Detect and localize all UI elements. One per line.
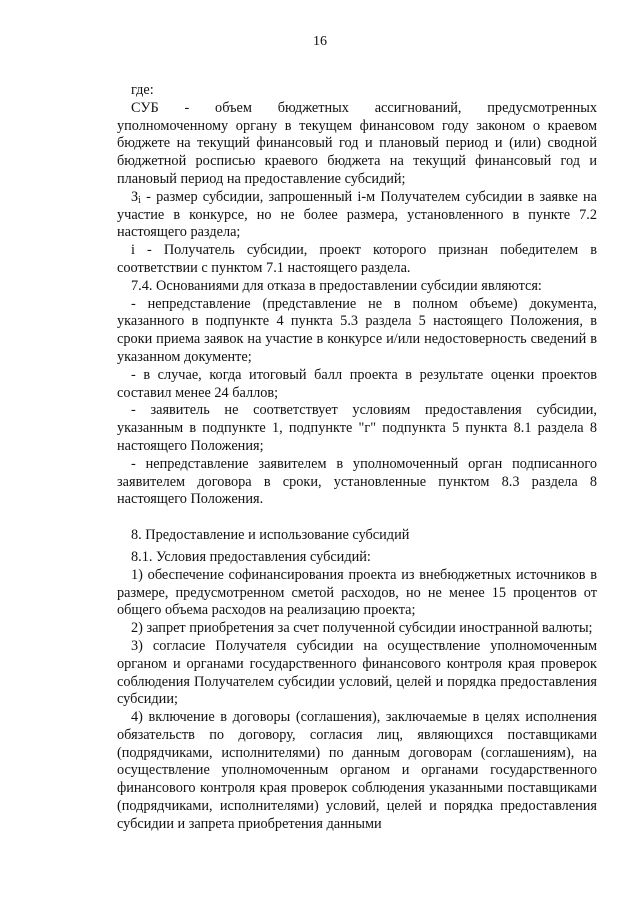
refusal-item-2: - в случае, когда итоговый балл проекта в результате оценки проектов составил менее 24 баллов; — [117, 366, 597, 401]
document-body — [117, 82, 597, 834]
paragraph-i-definition: i - Получатель субсидии, проект которого признан победителем в соответствии с пунктом 7.1 настоящего раздела. — [117, 242, 597, 276]
refusal-item-1: - непредставление (представление не в полном объеме) документа, указанного в подпункте 4 пункта 5.3 раздела 5 настоящего Положения, в сроки приема заявок на участие в конкурсе и/или недостоверность сведений в указанном документе; — [117, 295, 597, 365]
zi-symbol: З — [131, 188, 139, 205]
paragraph-sub-definition: СУБ - объем бюджетных ассигнований, предусмотренных уполномоченному органу в текущем финансовом году законом о краевом бюджете на текущий финансовый год и плановый период и (или) сводной бюджетной росписью краевого бюджета на текущий финансовый год и плановый период на предоставление субсидий; — [117, 99, 597, 187]
condition-item-2: 2) запрет приобретения за счет полученной субсидии иностранной валюты; — [131, 620, 593, 637]
condition-item-1: 1) обеспечение софинансирования проекта из внебюджетных источников в размере, предусмотренном сметой расходов, но не менее 15 процентов от общего объема расходов на реализацию проекта; — [117, 566, 597, 619]
refusal-item-3: - заявитель не соответствует условиям предоставления субсидии, указанным в подпункте 1, подпункте "г" подпункта 5 пункта 8.1 раздела 8 настоящего Положения; — [117, 402, 597, 454]
paragraph-7-4: 7.4. Основаниями для отказа в предоставлении субсидии являются: — [131, 277, 542, 294]
section-spacer — [117, 509, 597, 527]
section-8-heading: 8. Предоставление и использование субсидий — [131, 527, 410, 544]
zi-text: - размер субсидии, запрошенный i-м Получателем субсидии в заявке на участие в конкурсе, но не более размера, установленного в пункте 7.2 настоящего раздела; — [117, 188, 597, 241]
paragraph-zi-definition — [117, 189, 597, 242]
zi-subscript: i — [138, 194, 141, 206]
condition-item-4: 4) включение в договоры (соглашения), заключаемые в целях исполнения обязательств по договору, согласия лиц, являющихся поставщиками (подрядчиками, исполнителями) по данным договорам (соглашениям), на осуществление уполномоченным органом и органами государственного финансового контроля края проверок соблюдения указанными поставщиками (подрядчиками, исполнителями) условий, целей и порядка предоставления субсидии и запрета приобретения данными — [117, 709, 597, 832]
page-number: 16 — [313, 34, 327, 49]
paragraph-8-1: 8.1. Условия предоставления субсидий: — [131, 548, 371, 565]
refusal-item-4: - непредставление заявителем в уполномоченный орган подписанного заявителем договора в сроки, установленные пунктом 8.3 раздела 8 настоящего Положения. — [117, 455, 597, 508]
paragraph-where: где: — [131, 82, 154, 98]
condition-item-3: 3) согласие Получателя субсидии на осуществление уполномоченным органом и органами государственного финансового контроля края проверок соблюдения Получателем субсидии условий, целей и порядка предоставления субсидии; — [117, 637, 597, 708]
